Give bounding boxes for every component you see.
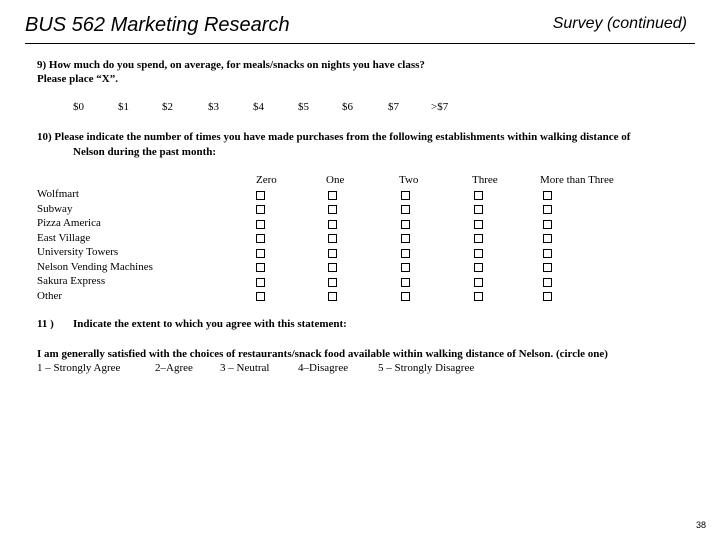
column-header-one: One xyxy=(326,174,345,186)
price-option[interactable]: >$7 xyxy=(431,101,449,113)
checkbox-pizza-america-three[interactable] xyxy=(474,220,483,229)
column-header-three: Three xyxy=(472,174,498,186)
row-label-sakura-express: Sakura Express xyxy=(37,275,106,287)
q11-statement: I am generally satisfied with the choices of restaurants/snack food available within walking distance of Nelson. (circle one) xyxy=(37,348,608,360)
checkbox-pizza-america-zero[interactable] xyxy=(256,220,265,229)
checkbox-university-towers-one[interactable] xyxy=(328,249,337,258)
section-title: Survey (continued) xyxy=(552,15,687,32)
checkbox-subway-more-than-three[interactable] xyxy=(543,205,552,214)
scale-option[interactable]: 2–Agree xyxy=(155,362,193,374)
checkbox-nelson-vending-machines-zero[interactable] xyxy=(256,263,265,272)
row-label-pizza-america: Pizza America xyxy=(37,217,101,229)
checkbox-east-village-three[interactable] xyxy=(474,234,483,243)
q10-prompt: 10) Please indicate the number of times you have made purchases from the following establishments within walking distance of xyxy=(37,131,631,143)
checkbox-pizza-america-two[interactable] xyxy=(401,220,410,229)
q10-prompt-cont: Nelson during the past month: xyxy=(73,146,217,158)
scale-option[interactable]: 4–Disagree xyxy=(298,362,349,374)
checkbox-other-more-than-three[interactable] xyxy=(543,292,552,301)
row-label-other: Other xyxy=(37,290,63,302)
checkbox-wolfmart-two[interactable] xyxy=(401,191,410,200)
price-option[interactable]: $0 xyxy=(73,101,84,113)
q11-number: 11 ) xyxy=(37,318,54,330)
price-option[interactable]: $6 xyxy=(342,101,353,113)
column-header-more-than-three: More than Three xyxy=(540,174,614,186)
checkbox-nelson-vending-machines-one[interactable] xyxy=(328,263,337,272)
checkbox-sakura-express-zero[interactable] xyxy=(256,278,265,287)
row-label-nelson-vending-machines: Nelson Vending Machines xyxy=(37,261,153,273)
checkbox-university-towers-more-than-three[interactable] xyxy=(543,249,552,258)
document-title: BUS 562 Marketing Research xyxy=(25,14,290,36)
checkbox-east-village-two[interactable] xyxy=(401,234,410,243)
scale-option[interactable]: 3 – Neutral xyxy=(220,362,270,374)
checkbox-pizza-america-one[interactable] xyxy=(328,220,337,229)
scale-option[interactable]: 5 – Strongly Disagree xyxy=(378,362,475,374)
checkbox-other-three[interactable] xyxy=(474,292,483,301)
checkbox-wolfmart-three[interactable] xyxy=(474,191,483,200)
q9-prompt: 9) How much do you spend, on average, for meals/snacks on nights you have class? xyxy=(37,59,425,71)
price-option[interactable]: $1 xyxy=(118,101,129,113)
column-header-zero: Zero xyxy=(256,174,277,186)
checkbox-subway-zero[interactable] xyxy=(256,205,265,214)
checkbox-university-towers-two[interactable] xyxy=(401,249,410,258)
checkbox-wolfmart-more-than-three[interactable] xyxy=(543,191,552,200)
checkbox-other-two[interactable] xyxy=(401,292,410,301)
q11-prompt: Indicate the extent to which you agree with this statement: xyxy=(73,318,347,330)
checkbox-subway-three[interactable] xyxy=(474,205,483,214)
checkbox-sakura-express-two[interactable] xyxy=(401,278,410,287)
checkbox-pizza-america-more-than-three[interactable] xyxy=(543,220,552,229)
price-option[interactable]: $3 xyxy=(208,101,219,113)
price-option[interactable]: $7 xyxy=(388,101,399,113)
checkbox-nelson-vending-machines-three[interactable] xyxy=(474,263,483,272)
checkbox-east-village-zero[interactable] xyxy=(256,234,265,243)
checkbox-subway-two[interactable] xyxy=(401,205,410,214)
checkbox-sakura-express-three[interactable] xyxy=(474,278,483,287)
row-label-east-village: East Village xyxy=(37,232,91,244)
checkbox-east-village-more-than-three[interactable] xyxy=(543,234,552,243)
checkbox-other-one[interactable] xyxy=(328,292,337,301)
row-label-university-towers: University Towers xyxy=(37,246,119,258)
row-label-subway: Subway xyxy=(37,203,73,215)
price-option[interactable]: $2 xyxy=(162,101,173,113)
checkbox-nelson-vending-machines-two[interactable] xyxy=(401,263,410,272)
checkbox-nelson-vending-machines-more-than-three[interactable] xyxy=(543,263,552,272)
column-header-two: Two xyxy=(399,174,419,186)
page-number: 38 xyxy=(695,520,706,530)
checkbox-other-zero[interactable] xyxy=(256,292,265,301)
checkbox-university-towers-three[interactable] xyxy=(474,249,483,258)
checkbox-university-towers-zero[interactable] xyxy=(256,249,265,258)
scale-option[interactable]: 1 – Strongly Agree xyxy=(37,362,121,374)
q9-instruction: Please place “X”. xyxy=(37,73,118,85)
checkbox-wolfmart-zero[interactable] xyxy=(256,191,265,200)
checkbox-east-village-one[interactable] xyxy=(328,234,337,243)
price-option[interactable]: $4 xyxy=(253,101,264,113)
checkbox-wolfmart-one[interactable] xyxy=(328,191,337,200)
checkbox-sakura-express-one[interactable] xyxy=(328,278,337,287)
checkbox-sakura-express-more-than-three[interactable] xyxy=(543,278,552,287)
checkbox-subway-one[interactable] xyxy=(328,205,337,214)
header-divider xyxy=(25,43,695,44)
row-label-wolfmart: Wolfmart xyxy=(37,188,79,200)
price-option[interactable]: $5 xyxy=(298,101,309,113)
